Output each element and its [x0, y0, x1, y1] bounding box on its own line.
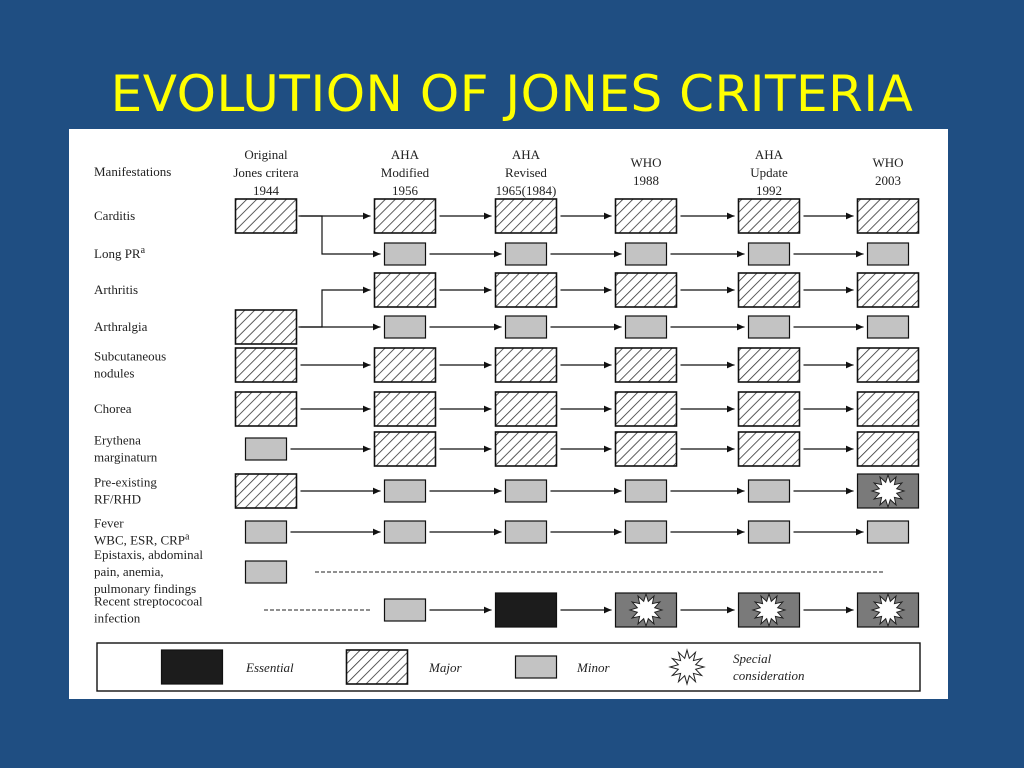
cell-special: [858, 593, 919, 627]
column-header-line: 1965(1984): [495, 183, 557, 198]
cell-special: [858, 474, 919, 508]
criteria-diagram: [69, 129, 948, 699]
cell-major: [236, 392, 297, 426]
cell-major: [616, 432, 677, 466]
cell-minor: [506, 316, 547, 338]
column-header-line: AHA: [390, 147, 420, 162]
row-label: Subcutaneous: [94, 348, 167, 364]
row-label: pulmonary findings: [94, 581, 197, 596]
cell-major: [236, 310, 297, 344]
cell-major: [236, 474, 297, 508]
row-label: pain, anemia,: [94, 564, 164, 579]
row-label: Carditis: [94, 208, 136, 223]
legend-minor-swatch: [516, 656, 557, 678]
column-header-line: Modified: [380, 165, 430, 180]
cell-minor: [385, 316, 426, 338]
cell-minor: [385, 599, 426, 621]
cell-minor: [868, 316, 909, 338]
row-label: Pre-existing: [94, 474, 157, 490]
cell-major: [496, 273, 557, 307]
cell-major: [375, 392, 436, 426]
column-header-line: 1956: [392, 183, 418, 198]
cell-major: [739, 432, 800, 466]
cell-minor: [626, 480, 667, 502]
cell-minor: [868, 521, 909, 543]
row-label: marginaturn: [94, 449, 158, 465]
branch-connector: [299, 290, 371, 327]
column-header-line: Update: [750, 165, 788, 180]
cell-minor: [868, 243, 909, 265]
criteria-cells: [236, 199, 919, 627]
cell-major: [236, 199, 297, 233]
cell-minor: [506, 521, 547, 543]
column-header-line: AHA: [754, 147, 784, 162]
column-header-line: Revised: [505, 165, 547, 180]
column-headers: [94, 147, 904, 198]
cell-major: [375, 348, 436, 382]
legend-major-label: Major: [429, 660, 462, 675]
legend-special-label: consideration: [733, 668, 805, 683]
cell-major: [616, 273, 677, 307]
cell-special: [616, 593, 677, 627]
cell-minor: [749, 480, 790, 502]
row-label: Fever: [94, 515, 124, 531]
column-header-line: WHO: [630, 155, 662, 170]
row-label: WBC, ESR, CRP$^a$: [94, 531, 190, 548]
cell-major: [858, 199, 919, 233]
row-label: Recent streptococoal: [94, 593, 203, 609]
cell-major: [739, 199, 800, 233]
row-label: Arthralgia: [94, 319, 148, 334]
row-label: Erythena: [94, 432, 141, 448]
column-header-line: 2003: [875, 173, 901, 188]
cell-major: [616, 199, 677, 233]
cell-major: [496, 348, 557, 382]
jones-criteria-figure: [69, 129, 948, 699]
cell-major: [858, 348, 919, 382]
cell-major: [616, 348, 677, 382]
cell-major: [858, 273, 919, 307]
column-header-line: 1944: [253, 183, 279, 198]
cell-minor: [506, 243, 547, 265]
legend-minor-label: Minor: [577, 660, 610, 675]
legend-essential-swatch: [162, 650, 223, 684]
cell-major: [236, 348, 297, 382]
cell-minor: [385, 243, 426, 265]
cell-minor: [626, 521, 667, 543]
row-label-superscript: a: [140, 245, 146, 256]
cell-major: [496, 199, 557, 233]
cell-essential: [496, 593, 557, 627]
cell-minor: [506, 480, 547, 502]
cell-minor: [749, 243, 790, 265]
legend-essential-label: Essential: [246, 660, 294, 675]
cell-minor: [385, 521, 426, 543]
cell-minor: [749, 521, 790, 543]
column-header-line: 1992: [756, 183, 782, 198]
cell-major: [739, 392, 800, 426]
cell-minor: [385, 480, 426, 502]
legend-special-label: Special: [733, 651, 772, 666]
row-label: Chorea: [94, 401, 132, 416]
cell-minor: [626, 243, 667, 265]
slide-title: EVOLUTION OF JONES CRITERIA: [110, 65, 914, 123]
row-label: Long $PR^a$: [94, 245, 146, 261]
cell-major: [739, 348, 800, 382]
cell-minor: [749, 316, 790, 338]
row-label: infection: [94, 610, 141, 626]
cell-minor: [246, 438, 287, 460]
cell-major: [496, 392, 557, 426]
row-labels: [94, 208, 203, 626]
column-header-line: 1988: [633, 173, 659, 188]
cell-major: [739, 273, 800, 307]
cell-special: [739, 593, 800, 627]
branch-connector: [299, 216, 381, 254]
legend: [97, 643, 920, 691]
row-label: RF/RHD: [94, 491, 141, 507]
cell-minor: [246, 561, 287, 583]
cell-major: [496, 432, 557, 466]
row-label: nodules: [94, 365, 135, 381]
cell-major: [375, 273, 436, 307]
cell-major: [616, 392, 677, 426]
cell-minor: [626, 316, 667, 338]
legend-major-swatch: [347, 650, 408, 684]
column-header-line: WHO: [872, 155, 904, 170]
cell-major: [858, 432, 919, 466]
column-header-line: AHA: [511, 147, 541, 162]
cell-major: [858, 392, 919, 426]
header-manifestations: Manifestations: [94, 164, 172, 179]
cell-minor: [246, 521, 287, 543]
cell-major: [375, 432, 436, 466]
column-header-line: Jones critera: [233, 165, 299, 180]
column-header-line: Original: [244, 147, 288, 162]
row-label: Epistaxis, abdominal: [94, 547, 204, 562]
cell-major: [375, 199, 436, 233]
row-label-superscript: a: [185, 531, 190, 543]
row-label: Arthritis: [94, 282, 139, 297]
